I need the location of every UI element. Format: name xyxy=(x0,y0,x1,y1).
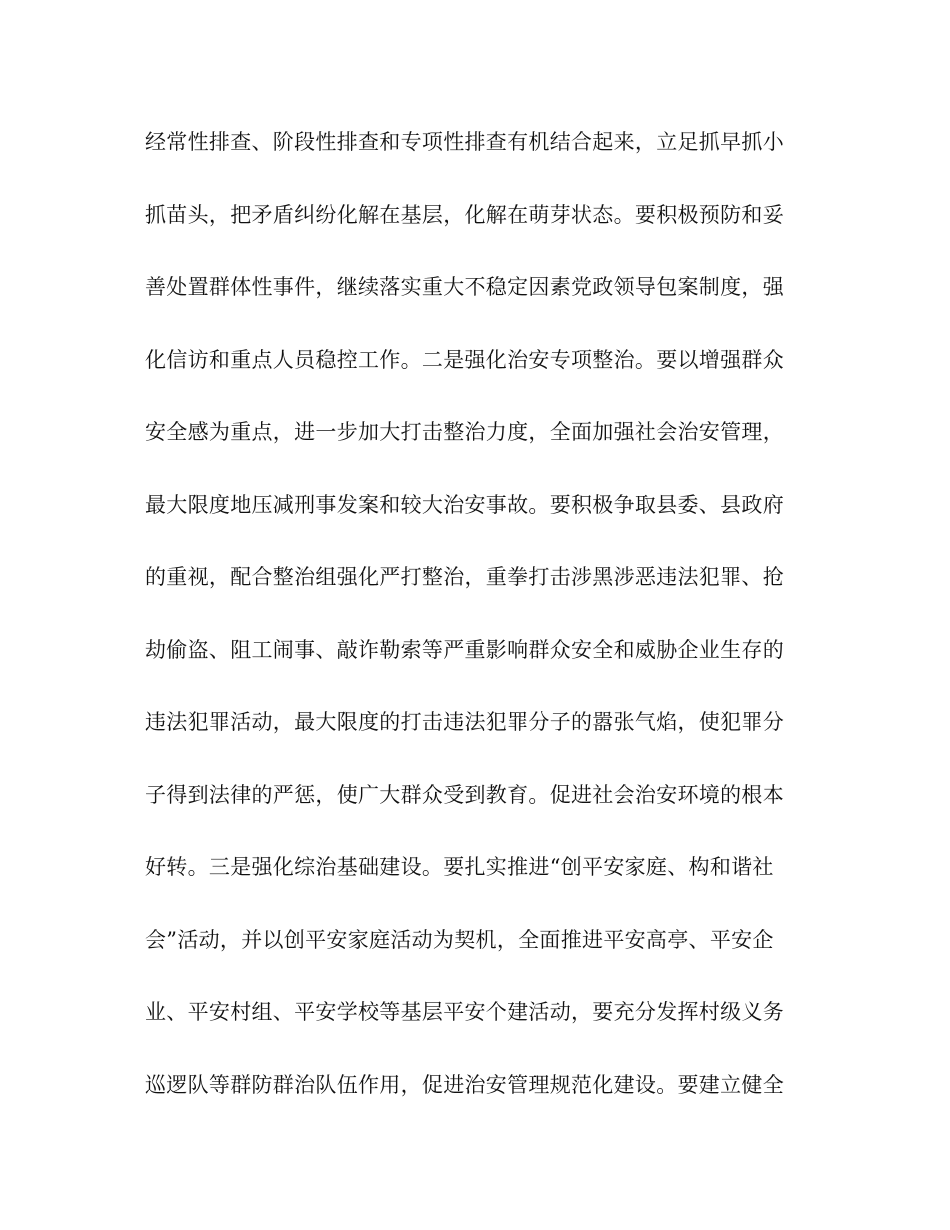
text-line: 抓苗头，把矛盾纠纷化解在基层，化解在萌芽状态。要积极预防和妥 xyxy=(145,202,784,227)
text-line: 子得到法律的严惩，使广大群众受到教育。促进社会治安环境的根本 xyxy=(145,782,784,807)
text-line: 最大限度地压减刑事发案和较大治安事故。要积极争取县委、县政府 xyxy=(145,492,784,517)
text-line: 化信访和重点人员稳控工作。二是强化治安专项整治。要以增强群众 xyxy=(145,347,784,372)
body-paragraph xyxy=(145,123,805,1138)
text-line: 巡逻队等群防群治队伍作用，促进治安管理规范化建设。要建立健全 xyxy=(145,1072,784,1097)
text-line: 违法犯罪活动，最大限度的打击违法犯罪分子的嚣张气焰，使犯罪分 xyxy=(145,710,784,734)
text-line: 好转。三是强化综治基础建设。要扎实推进“创平安家庭、构和谐社 xyxy=(145,855,774,879)
text-line: 经常性排查、阶段性排查和专项性排查有机结合起来，立足抓早抓小 xyxy=(145,130,784,154)
text-line: 劫偷盗、阻工闹事、敲诈勒索等严重影响群众安全和威胁企业生存的 xyxy=(145,637,784,662)
text-line: 会”活动，并以创平安家庭活动为契机，全面推进平安高亭、平安企 xyxy=(145,927,774,952)
text-line: 的重视，配合整治组强化严打整治，重拳打击涉黑涉恶违法犯罪、抢 xyxy=(145,565,784,589)
text-line: 业、平安村组、平安学校等基层平安个建活动，要充分发挥村级义务 xyxy=(145,1000,784,1024)
text-line: 善处置群体性事件，继续落实重大不稳定因素党政领导包案制度，强 xyxy=(145,275,784,299)
text-line: 安全感为重点，进一步加大打击整治力度，全面加强社会治安管理， xyxy=(145,420,784,444)
